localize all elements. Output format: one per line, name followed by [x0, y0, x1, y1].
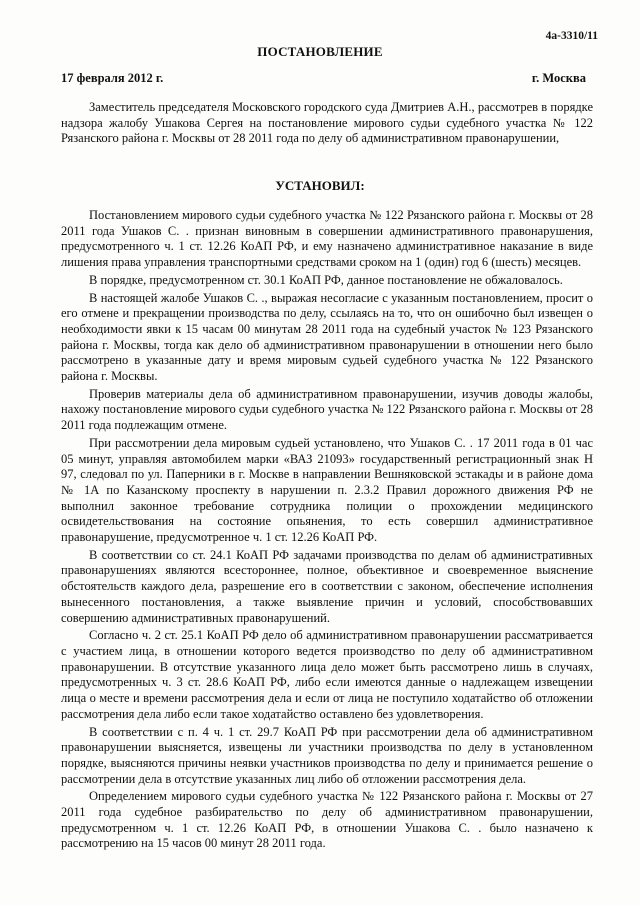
- paragraph-3: В настоящей жалобе Ушаков С. ., выражая несогласие с указанным постановлением, просит о его отмене и прекращении производства по делу, ссылаясь на то, что он ошибочно был извещен о необходимости явки к 15 часам 00 минутам 28 2011 года на судебный участок № 123 Рязанского района г. Москвы, тогда как дело об административном правонарушении в отношении него было рассмотрено в указанные дату и время мировым судьей судебного участка № 122 Рязанского района г. Москвы.: [61, 290, 593, 384]
- intro-section: [61, 100, 593, 147]
- paragraph-1: Постановлением мирового судьи судебного участка № 122 Рязанского района г. Москвы от 28 2011 года Ушаков С. . признан виновным в совершении административного правонарушения, предусмотренного ч. 1 ст. 12.26 КоАП РФ, и ему назначено административное наказание в виде лишения права управления транспортными средствами сроком на 1 (один) год 6 (шесть) месяцев.: [61, 208, 593, 270]
- document-date: 17 февраля 2012 г.: [61, 71, 164, 85]
- paragraph-6: В соответствии со ст. 24.1 КоАП РФ задачами производства по делам об административных правонарушениях являются всестороннее, полное, объективное и своевременное выяснение обстоятельств каждого дела, разрешение его в соответствии с законом, обеспечение исполнения вынесенного постановления, а также выявление причин и условий, способствовавших совершению административных правонарушений.: [61, 547, 593, 625]
- paragraph-9: Определением мирового судьи судебного участка № 122 Рязанского района г. Москвы от 27 2011 года судебное разбирательство по делу об административном правонарушении, предусмотренном ч. 1 ст. 12.26 КоАП РФ, в отношении Ушакова С. . было назначено к рассмотрению на 15 часов 00 минут 28 2011 года.: [61, 789, 593, 851]
- paragraph-2: В порядке, предусмотренном ст. 30.1 КоАП РФ, данное постановление не обжаловалось.: [89, 272, 563, 287]
- paragraph-7: Согласно ч. 2 ст. 25.1 КоАП РФ дело об административном правонарушении рассматривается с участием лица, в отношении которого ведется производство по делу об административном правонарушении. В отсутствие указанного лица дело может быть рассмотрено лишь в случаях, предусмотренных ч. 3 ст. 28.6 КоАП РФ, либо если имеются данные о надлежащем извещении лица о месте и времени рассмотрения дела и если от лица не поступило ходатайство об отложении рассмотрения дела либо если такое ходатайство оставлено без удовлетворения.: [61, 628, 593, 721]
- document-city: г. Москва: [531, 71, 586, 85]
- main-body: [61, 208, 593, 854]
- document-title: ПОСТАНОВЛЕНИЕ: [257, 44, 383, 59]
- case-number: 4а-3310/11: [545, 30, 598, 42]
- paragraph-4: Проверив материалы дела об административном правонарушении, изучив доводы жалобы, нахожу постановление мирового судьи судебного участка № 122 Рязанского района г. Москвы от 28 2011 года подлежащим отмене.: [61, 386, 593, 433]
- intro-paragraph: Заместитель председателя Московского городского суда Дмитриев А.Н., рассмотрев в порядке надзора жалобу Ушакова Сергея на постановление мирового судьи судебного участка № 122 Рязанского района г. Москвы от 28 2011 года по делу об административном правонарушении,: [61, 100, 593, 146]
- paragraph-5: При рассмотрении дела мировым судьей установлено, что Ушаков С. . 17 2011 года в 01 час 05 минут, управляя автомобилем марки «ВАЗ 21093» государственный регистрационный знак Н 97, следовал по ул. Паперники в г. Москве в направлении Вешняковской эстакады и в районе дома № 1А по Казанскому проспекту в нарушении п. 2.3.2 Правил дорожного движения РФ не выполнил законное требование сотрудника полиции о прохождении медицинского освидетельствования на состояние опьянения, то есть совершил административное правонарушение, предусмотренное ч. 1 ст. 12.26 КоАП РФ.: [61, 435, 593, 545]
- paragraph-8: В соответствии с п. 4 ч. 1 ст. 29.7 КоАП РФ при рассмотрении дела об административном правонарушении выясняется, извещены ли участники производства по делу в установленном порядке, выясняются причины неявки участников производства по делу и принимается решение о рассмотрении дела в отсутствие указанных лиц либо об отложении рассмотрения дела.: [61, 724, 593, 786]
- section-heading: УСТАНОВИЛ:: [275, 178, 365, 193]
